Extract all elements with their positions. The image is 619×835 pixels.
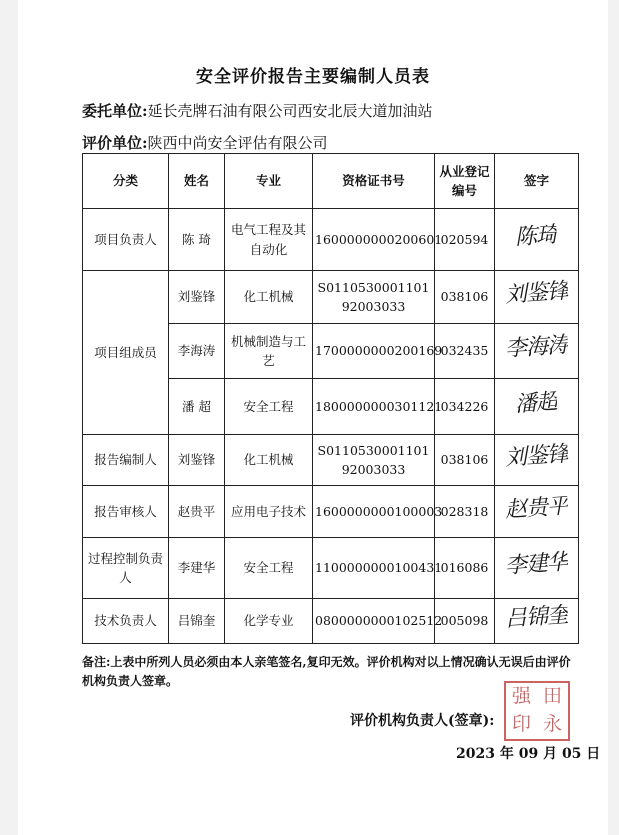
cell-major: 机械制造与工艺: [225, 324, 313, 379]
table-row: [83, 271, 579, 324]
cell-major: 化工机械: [225, 435, 313, 486]
cell-cert: 1600000000200601: [313, 209, 435, 271]
cell-signature: [495, 435, 579, 486]
cell-signature: [495, 538, 579, 599]
seal-char: 田: [542, 685, 562, 707]
cell-signature: [495, 599, 579, 644]
cell-cert: S011053000110192003033: [313, 271, 435, 324]
cell-signature: [495, 379, 579, 435]
cell-major: 化学专业: [225, 599, 313, 644]
cell-category: 报告编制人: [83, 435, 169, 486]
cell-reg: 016086: [435, 538, 495, 599]
cell-category: 报告审核人: [83, 486, 169, 538]
table-row: [83, 538, 579, 599]
cell-name: 李海涛: [169, 324, 225, 379]
signature-image: 刘鉴锋: [504, 279, 569, 309]
cell-cert: 1600000000100003: [313, 486, 435, 538]
cell-name: 刘鉴锋: [169, 271, 225, 324]
staff-table: [82, 153, 579, 644]
cell-reg: 028318: [435, 486, 495, 538]
cell-major: 化工机械: [225, 271, 313, 324]
seal-char: 印: [511, 713, 531, 735]
cell-major: 安全工程: [225, 379, 313, 435]
cell-cert: 0800000000102512: [313, 599, 435, 644]
client-line: [82, 100, 433, 121]
signature-image: 赵贵平: [504, 493, 569, 523]
cell-name: 刘鉴锋: [169, 435, 225, 486]
table-row: [83, 209, 579, 271]
document-page: [18, 0, 608, 835]
cell-category: 过程控制负责人: [83, 538, 169, 599]
header-major: 专业: [225, 154, 313, 209]
cell-reg: 005098: [435, 599, 495, 644]
signature-image: 李海涛: [504, 333, 569, 363]
cell-name: 赵贵平: [169, 486, 225, 538]
seal-char: 强: [511, 685, 531, 707]
cell-name: 吕锦奎: [169, 599, 225, 644]
signatory-label: 评价机构负责人(签章):: [350, 713, 495, 729]
cell-major: 应用电子技术: [225, 486, 313, 538]
table-row: [83, 435, 579, 486]
seal-char: 永: [542, 713, 562, 735]
cell-cert: S011053000110192003033: [313, 435, 435, 486]
header-signature: 签字: [495, 154, 579, 209]
footnote: 备注:上表中所列人员必须由本人亲笔签名,复印无效。评价机构对以上情况确认无误后由评价机构负责人签章。: [82, 655, 571, 689]
cell-name: 潘 超: [169, 379, 225, 435]
cell-reg: 020594: [435, 209, 495, 271]
evaluator-value: 陕西中尚安全评估有限公司: [147, 134, 328, 152]
page-title: 安全评价报告主要编制人员表: [196, 67, 430, 87]
header-cert: 资格证书号: [313, 154, 435, 209]
cell-category: 项目组成员: [83, 271, 169, 435]
header-reg: 从业登记编号: [435, 154, 495, 209]
cell-cert: 1100000000100431: [313, 538, 435, 599]
cell-reg: 038106: [435, 271, 495, 324]
cell-category: 项目负责人: [83, 209, 169, 271]
table-header-row: [83, 154, 579, 209]
cell-reg: 038106: [435, 435, 495, 486]
table-row: [83, 599, 579, 644]
signature-image: 李建华: [504, 550, 569, 580]
header-category: 分类: [83, 154, 169, 209]
cell-reg: 034226: [435, 379, 495, 435]
signature-image: 吕锦奎: [504, 603, 569, 633]
signature-image: 刘鉴锋: [504, 442, 569, 472]
evaluator-line: [82, 132, 328, 153]
signature-image: 陈琦: [514, 222, 559, 251]
cell-major: 电气工程及其自动化: [225, 209, 313, 271]
red-seal-stamp: [504, 681, 570, 741]
cell-category: 技术负责人: [83, 599, 169, 644]
table-row: [83, 486, 579, 538]
cell-reg: 032435: [435, 324, 495, 379]
cell-signature: [495, 324, 579, 379]
cell-name: 李建华: [169, 538, 225, 599]
cell-signature: [495, 209, 579, 271]
client-label: 委托单位:: [82, 102, 148, 120]
cell-cert: 1800000000301121: [313, 379, 435, 435]
cell-name: 陈 琦: [169, 209, 225, 271]
cell-signature: [495, 486, 579, 538]
cell-signature: [495, 271, 579, 324]
cell-major: 安全工程: [225, 538, 313, 599]
evaluator-label: 评价单位:: [82, 134, 148, 152]
client-value: 延长壳牌石油有限公司西安北辰大道加油站: [147, 102, 433, 120]
cell-cert: 1700000000200169: [313, 324, 435, 379]
document-date: 2023 年 09 月 05 日: [456, 746, 601, 762]
signature-image: 潘超: [514, 389, 559, 418]
header-name: 姓名: [169, 154, 225, 209]
